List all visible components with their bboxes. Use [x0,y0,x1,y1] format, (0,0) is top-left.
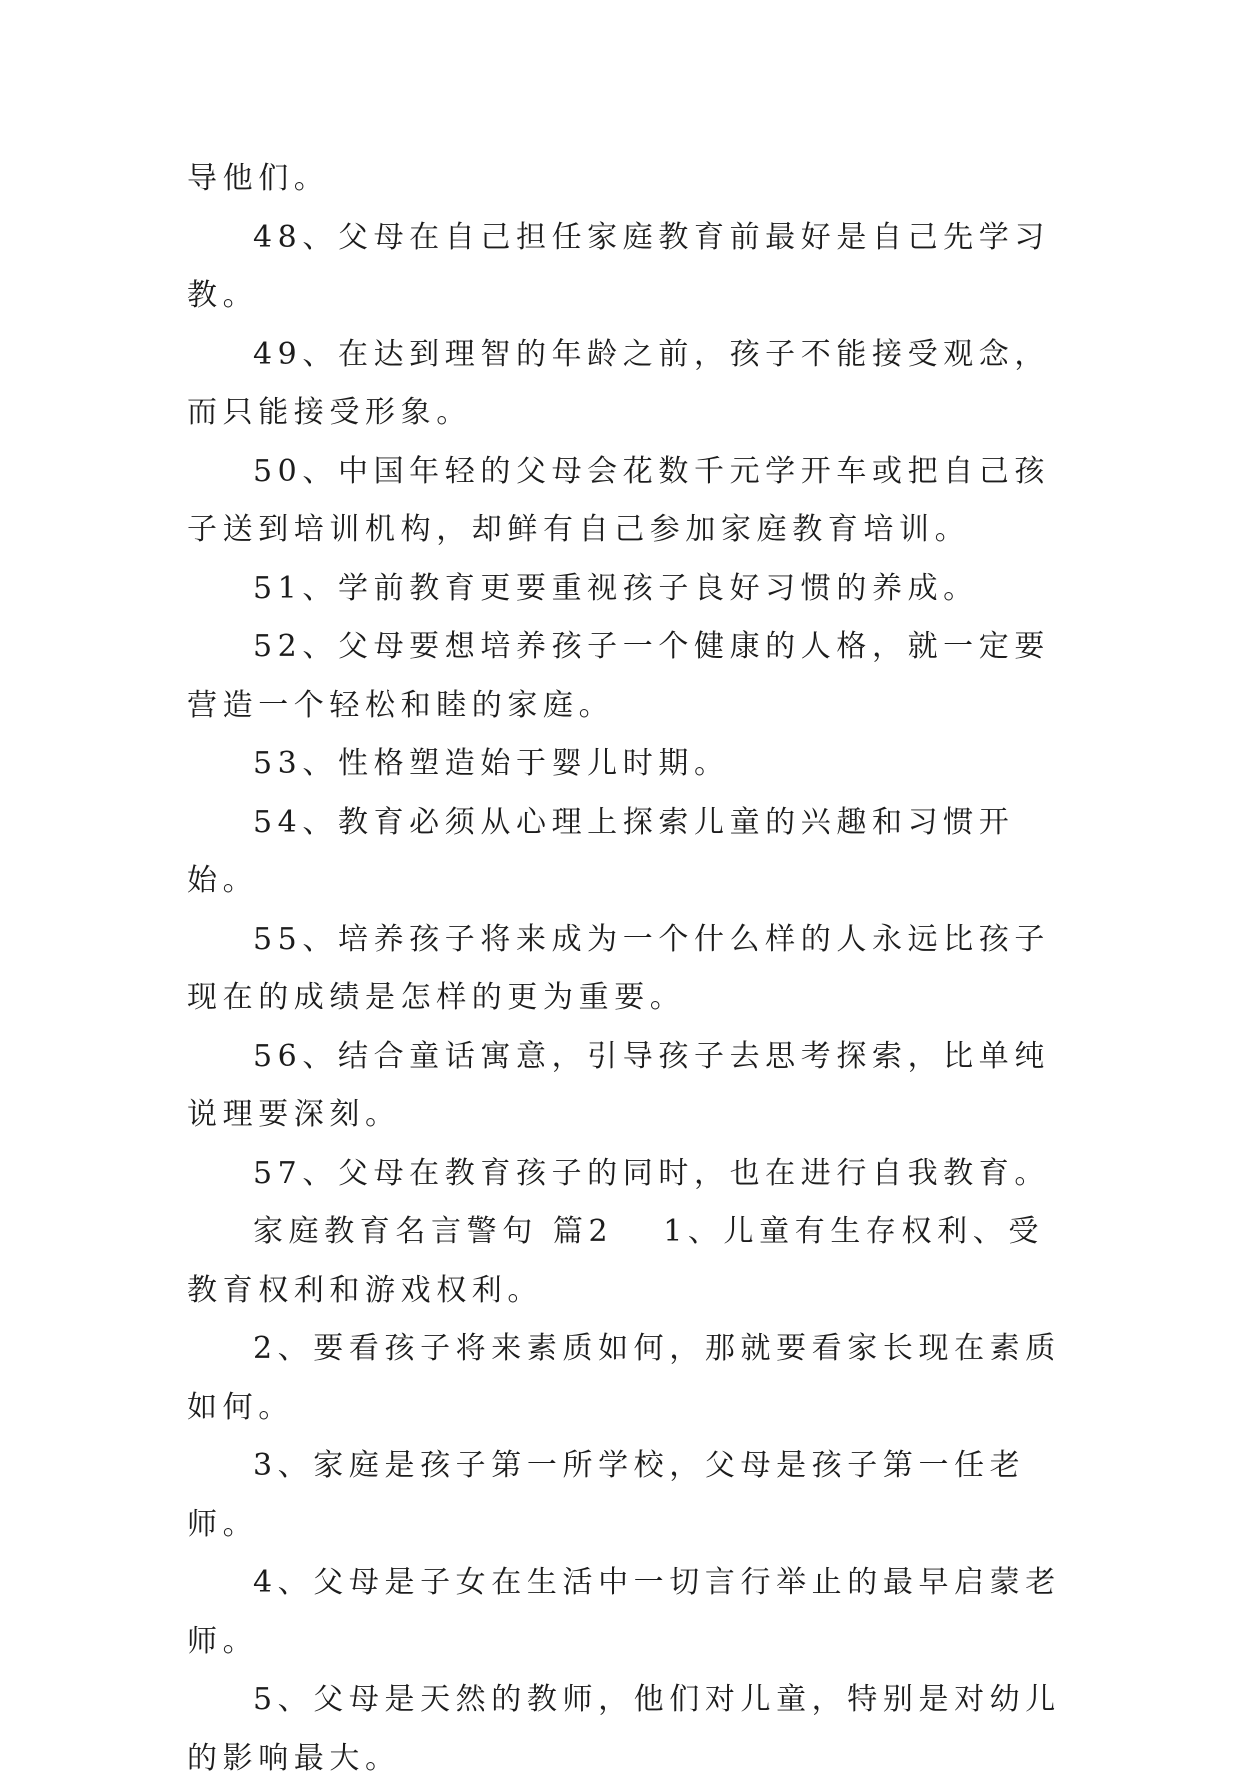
paragraph: 2、要看孩子将来素质如何，那就要看家长现在素质如何。 [187,1331,1061,1425]
paragraph: 3、家庭是孩子第一所学校，父母是孩子第一任老师。 [187,1448,1026,1542]
section-paragraph [187,1203,1062,1320]
paragraph: 57、父母在教育孩子的同时，也在进行自我教育。 [253,1155,1050,1191]
paragraph: 53、性格塑造始于婴儿时期。 [253,746,730,781]
paragraph: 5、父母是天然的教师，他们对儿童，特别是对幼儿的影响最大。 [187,1682,1061,1776]
paragraph: 4、父母是子女在生活中一切言行举止的最早启蒙老师。 [187,1565,1061,1659]
paragraph: 48、父母在自己担任家庭教育前最好是自己先学习教。 [187,219,1050,313]
section-heading: 家庭教育名言警句 篇2 [253,1214,614,1249]
paragraph: 56、结合童话寓意，引导孩子去思考探索，比单纯说理要深刻。 [187,1038,1050,1132]
paragraph: 49、在达到理智的年龄之前，孩子不能接受观念，而只能接受形象。 [187,336,1050,430]
paragraph: 52、父母要想培养孩子一个健康的人格，就一定要营造一个轻松和睦的家庭。 [187,629,1050,723]
paragraph: 55、培养孩子将来成为一个什么样的人永远比孩子现在的成绩是怎样的更为重要。 [187,921,1050,1015]
paragraph: 50、中国年轻的父母会花数千元学开车或把自己孩子送到培训机构，却鲜有自己参加家庭教育培训。 [187,453,1050,547]
section-first-item: 1、儿童有生存权利、受教育权利和游戏权利。 [187,1214,1044,1308]
paragraph: 54、教育必须从心理上探索儿童的兴趣和习惯开始。 [187,804,1015,898]
paragraph: 导他们。 [187,161,330,196]
document-body [187,150,1062,1788]
paragraph: 51、学前教育更要重视孩子良好习惯的养成。 [253,570,979,606]
